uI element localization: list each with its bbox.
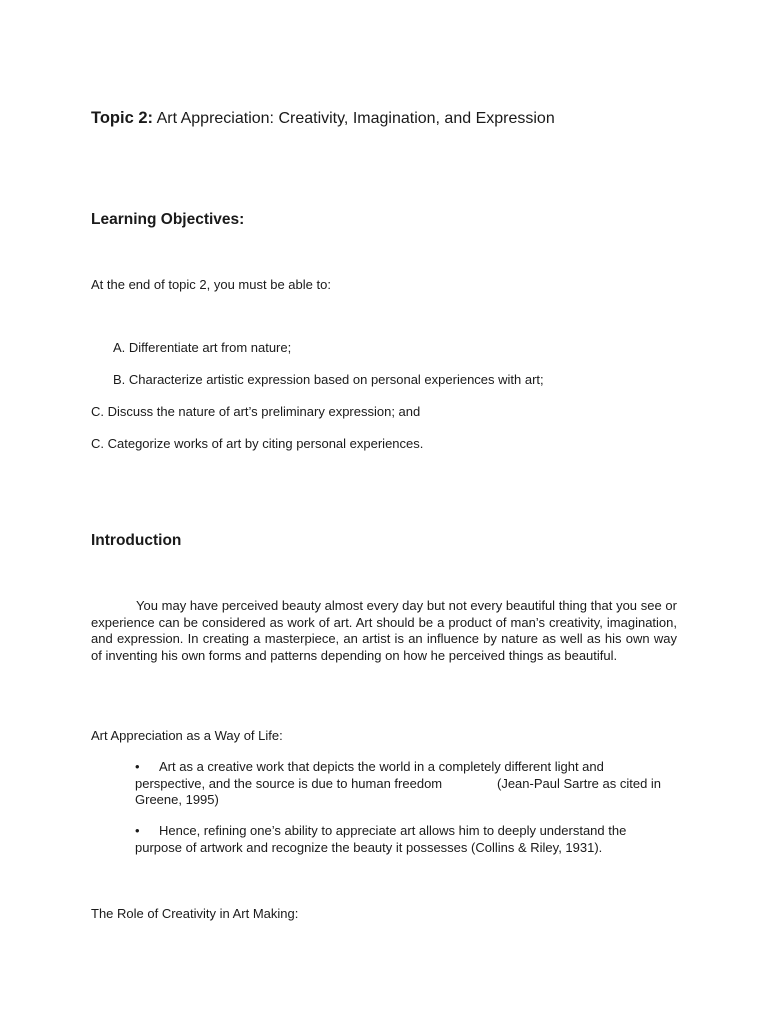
topic-label: Topic 2: — [91, 109, 154, 127]
objective-item-c: C. Discuss the nature of art’s preliminary expression; and — [91, 404, 421, 419]
bullet-1-line-1: Art as a creative work that depicts the world in a completely different light and — [159, 759, 604, 774]
objective-item-a: A. Differentiate art from nature; — [113, 340, 292, 355]
creativity-heading: The Role of Creativity in Art Making: — [91, 906, 299, 921]
bullet-1-line-2: perspective, and the source is due to human freedom — [135, 775, 443, 791]
bullet-1-citation: (Jean-Paul Sartre as cited in — [497, 775, 662, 791]
bullet-1-line-3: Greene, 1995) — [135, 792, 219, 807]
bullet-icon: • — [135, 823, 140, 838]
objective-item-b: B. Characterize artistic expression based on personal experiences with art; — [113, 372, 544, 387]
learning-objectives-heading: Learning Objectives: — [91, 211, 245, 228]
bullet-item-1 — [135, 759, 677, 809]
way-of-life-heading: Art Appreciation as a Way of Life: — [91, 728, 283, 743]
introduction-text: You may have perceived beauty almost every day but not every beautiful thing that you see or experience can be considered as work of art. Art should be a product of man’s creativity, imagination, and expression. In creating a masterpiece, an artist is an influence by nature as well as his own way of inventing his own forms and patterns depending on how he perceived things as beautiful. — [91, 598, 677, 663]
bullet-2-line-1: Hence, refining one’s ability to appreciate art allows him to deeply understand the — [159, 823, 627, 838]
introduction-paragraph — [91, 598, 677, 664]
bullet-item-2 — [135, 823, 677, 856]
objective-item-c2: C. Categorize works of art by citing personal experiences. — [91, 436, 424, 451]
topic-title — [91, 109, 555, 128]
topic-name: Art Appreciation: Creativity, Imagination, and Expression — [156, 110, 555, 127]
objectives-intro: At the end of topic 2, you must be able to: — [91, 277, 331, 292]
introduction-heading: Introduction — [91, 532, 182, 549]
bullet-2-line-2: purpose of artwork and recognize the beauty it possesses (Collins & Riley, 1931). — [135, 839, 603, 855]
bullet-icon: • — [135, 759, 140, 774]
